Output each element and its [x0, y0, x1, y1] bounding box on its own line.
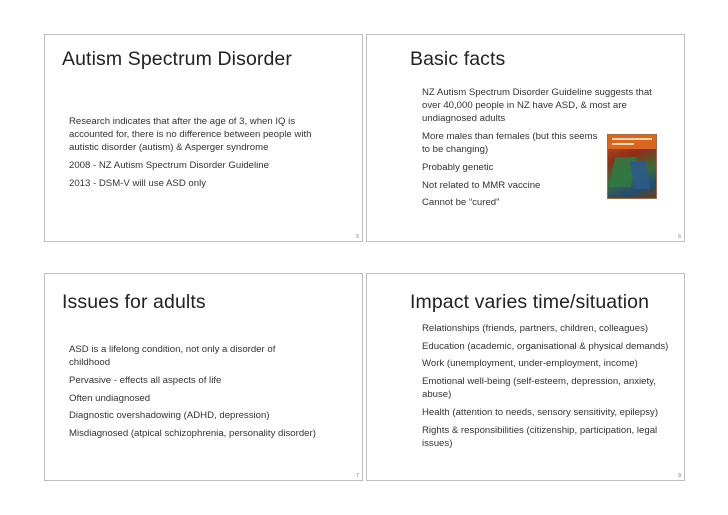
bullet: Education (academic, organisational & physical demands) — [422, 340, 669, 352]
bullet: Diagnostic overshadowing (ADHD, depression) — [69, 410, 270, 422]
slide-5 — [44, 34, 363, 242]
slide-title: Autism Spectrum Disorder — [62, 48, 292, 70]
bullet: Cannot be “cured” — [422, 197, 500, 209]
slide-title: Issues for adults — [62, 291, 206, 313]
slide-6 — [366, 34, 685, 242]
bullet: Emotional well-being (self-esteem, depression, anxiety, abuse) — [422, 376, 656, 401]
slide-8 — [366, 273, 685, 481]
guideline-book-cover — [608, 135, 656, 198]
bullet: NZ Autism Spectrum Disorder Guideline suggests that over 40,000 people in NZ have ASD, & most are undiagnosed adults — [422, 87, 652, 125]
bullet: 2008 - NZ Autism Spectrum Disorder Guideline — [69, 160, 269, 172]
bullet: Often undiagnosed — [69, 392, 151, 404]
slide-title: Impact varies time/situation — [410, 291, 650, 313]
bullet: More males than females (but this seems to be changing) — [422, 131, 598, 156]
bullet: 2013 - DSM-V will use ASD only — [69, 177, 207, 189]
slide-number: 8 — [678, 473, 681, 479]
slide-number: 5 — [356, 234, 359, 240]
slide-number: 7 — [356, 473, 359, 479]
bullet: ASD is a lifelong condition, not only a disorder of childhood — [69, 344, 276, 369]
slide-7 — [44, 273, 363, 481]
slide-bullets — [422, 322, 674, 455]
bullet: Health (attention to needs, sensory sensitivity, epilepsy) — [422, 407, 659, 419]
bullet: Misdiagnosed (atpical schizophrenia, personality disorder) — [69, 428, 316, 440]
bullet: Probably genetic — [422, 162, 494, 174]
bullet: Relationships (friends, partners, children, colleagues) — [422, 323, 649, 334]
slide-bullets — [69, 343, 319, 445]
bullet: Rights & responsibilities (citizenship, participation, legal issues) — [422, 424, 658, 449]
slide-bullets — [69, 115, 321, 195]
bullet: Work (unemployment, under-employment, income) — [422, 358, 638, 370]
bullet: Not related to MMR vaccine — [422, 179, 541, 191]
slide-number: 6 — [678, 234, 681, 240]
slide-title: Basic facts — [410, 48, 506, 70]
bullet: Pervasive - effects all aspects of life — [69, 374, 222, 386]
bullet: Research indicates that after the age of 3, when IQ is accounted for, there is no difference between people with autistic disorder (autism) & Asperger syndrome — [69, 116, 312, 154]
